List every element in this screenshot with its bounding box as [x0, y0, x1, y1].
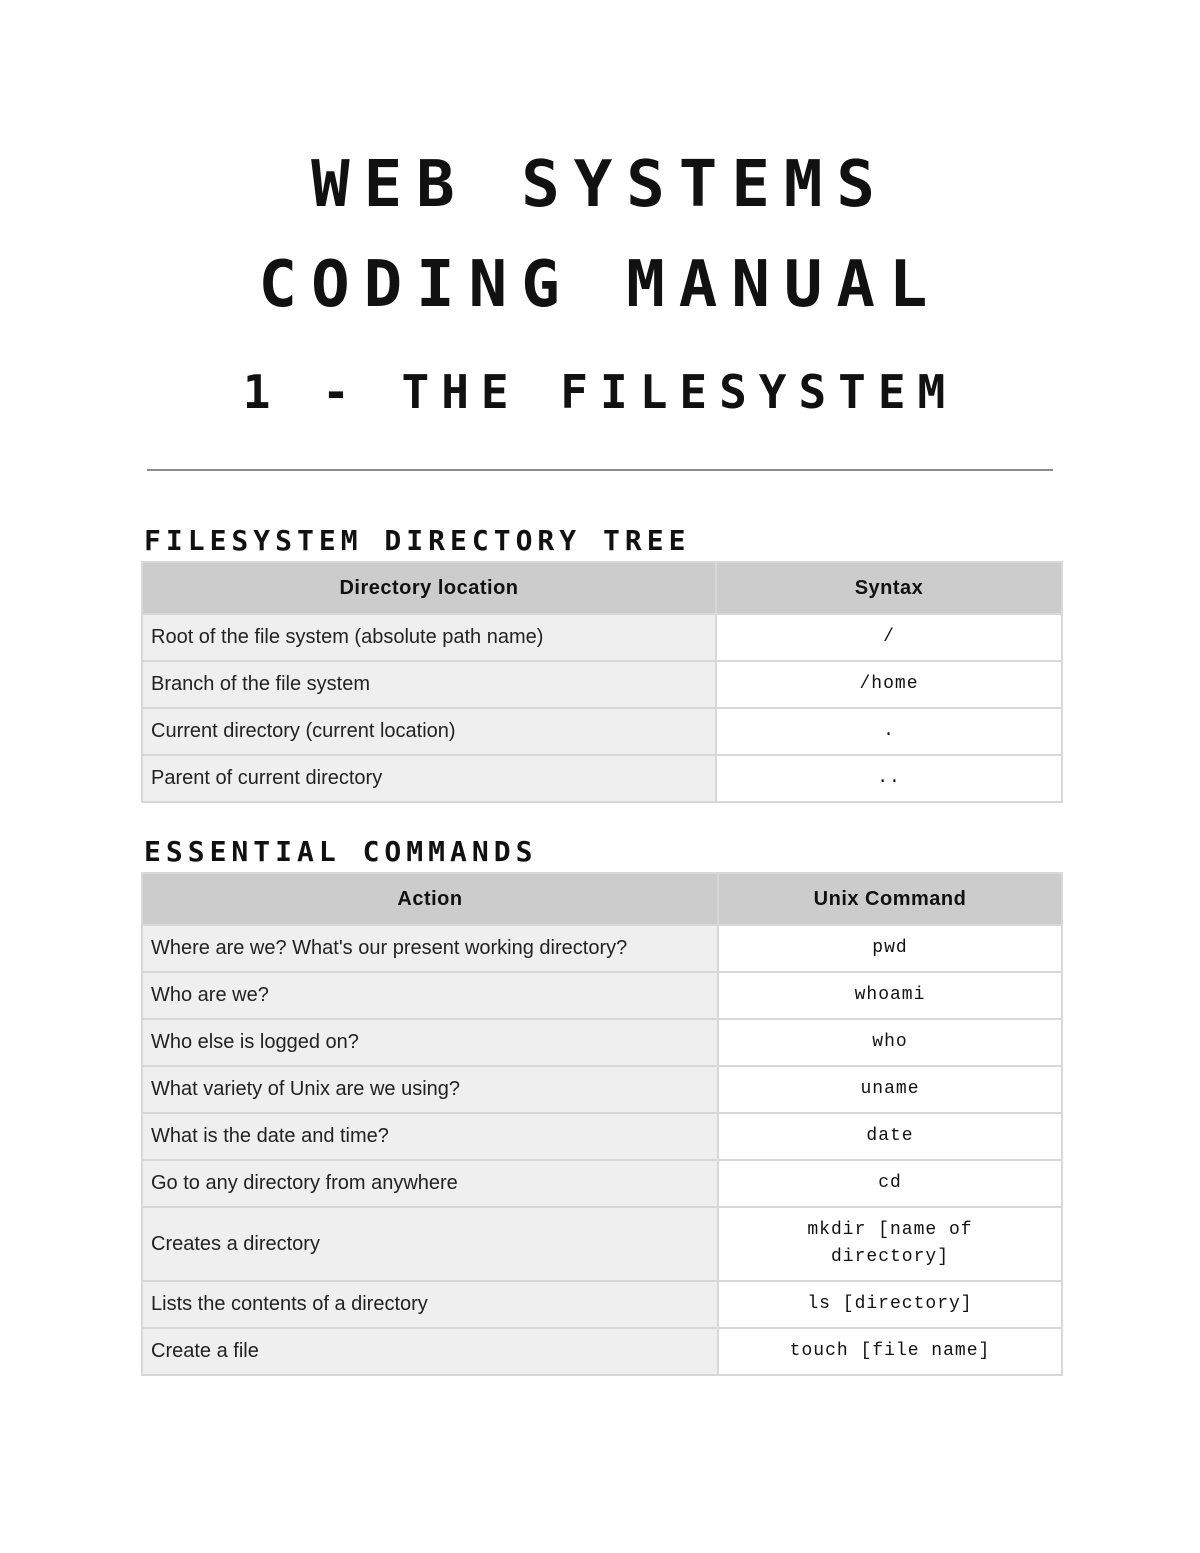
directory-tree-table	[141, 561, 1063, 803]
column-header-syntax: Syntax	[716, 562, 1062, 614]
table-header-row	[142, 873, 1062, 925]
directory-location-cell: Root of the file system (absolute path name)	[142, 614, 716, 661]
table-row	[142, 972, 1062, 1019]
action-cell: Create a file	[142, 1328, 718, 1375]
title-line-2: CODING MANUAL	[258, 248, 942, 322]
table-row	[142, 661, 1062, 708]
command-cell: date	[718, 1113, 1062, 1160]
command-cell: cd	[718, 1160, 1062, 1207]
section-heading-essential-commands: ESSENTIAL COMMANDS	[144, 835, 538, 868]
action-cell: What variety of Unix are we using?	[142, 1066, 718, 1113]
column-header-action: Action	[142, 873, 718, 925]
directory-location-cell: Current directory (current location)	[142, 708, 716, 755]
command-cell: touch [file name]	[718, 1328, 1062, 1375]
chapter-subtitle: 1 - THE FILESYSTEM	[242, 365, 958, 419]
table-header-row	[142, 562, 1062, 614]
section-heading-directory-tree: FILESYSTEM DIRECTORY TREE	[144, 524, 691, 557]
syntax-cell: .	[716, 708, 1062, 755]
table-row	[142, 1019, 1062, 1066]
table-row	[142, 1066, 1062, 1113]
table-row	[142, 1328, 1062, 1375]
essential-commands-table	[141, 872, 1063, 1376]
column-header-directory-location: Directory location	[142, 562, 716, 614]
command-cell: whoami	[718, 972, 1062, 1019]
syntax-cell: /	[716, 614, 1062, 661]
command-cell: ls [directory]	[718, 1281, 1062, 1328]
table-row	[142, 1113, 1062, 1160]
action-cell: Lists the contents of a directory	[142, 1281, 718, 1328]
table-row	[142, 1207, 1062, 1281]
directory-location-cell: Branch of the file system	[142, 661, 716, 708]
table-row	[142, 1281, 1062, 1328]
table-row	[142, 925, 1062, 972]
table-row	[142, 708, 1062, 755]
directory-location-cell: Parent of current directory	[142, 755, 716, 802]
command-cell: who	[718, 1019, 1062, 1066]
syntax-cell: /home	[716, 661, 1062, 708]
horizontal-divider	[147, 469, 1053, 471]
command-cell: uname	[718, 1066, 1062, 1113]
column-header-unix-command: Unix Command	[718, 873, 1062, 925]
table-row	[142, 1160, 1062, 1207]
action-cell: Where are we? What's our present working directory?	[142, 925, 718, 972]
table-row	[142, 614, 1062, 661]
command-cell: pwd	[718, 925, 1062, 972]
title-line-1: WEB SYSTEMS	[311, 148, 889, 222]
table-row	[142, 755, 1062, 802]
command-cell: mkdir [name of directory]	[718, 1207, 1062, 1281]
action-cell: Who are we?	[142, 972, 718, 1019]
action-cell: Creates a directory	[142, 1207, 718, 1281]
action-cell: Who else is logged on?	[142, 1019, 718, 1066]
action-cell: What is the date and time?	[142, 1113, 718, 1160]
syntax-cell: ..	[716, 755, 1062, 802]
action-cell: Go to any directory from anywhere	[142, 1160, 718, 1207]
